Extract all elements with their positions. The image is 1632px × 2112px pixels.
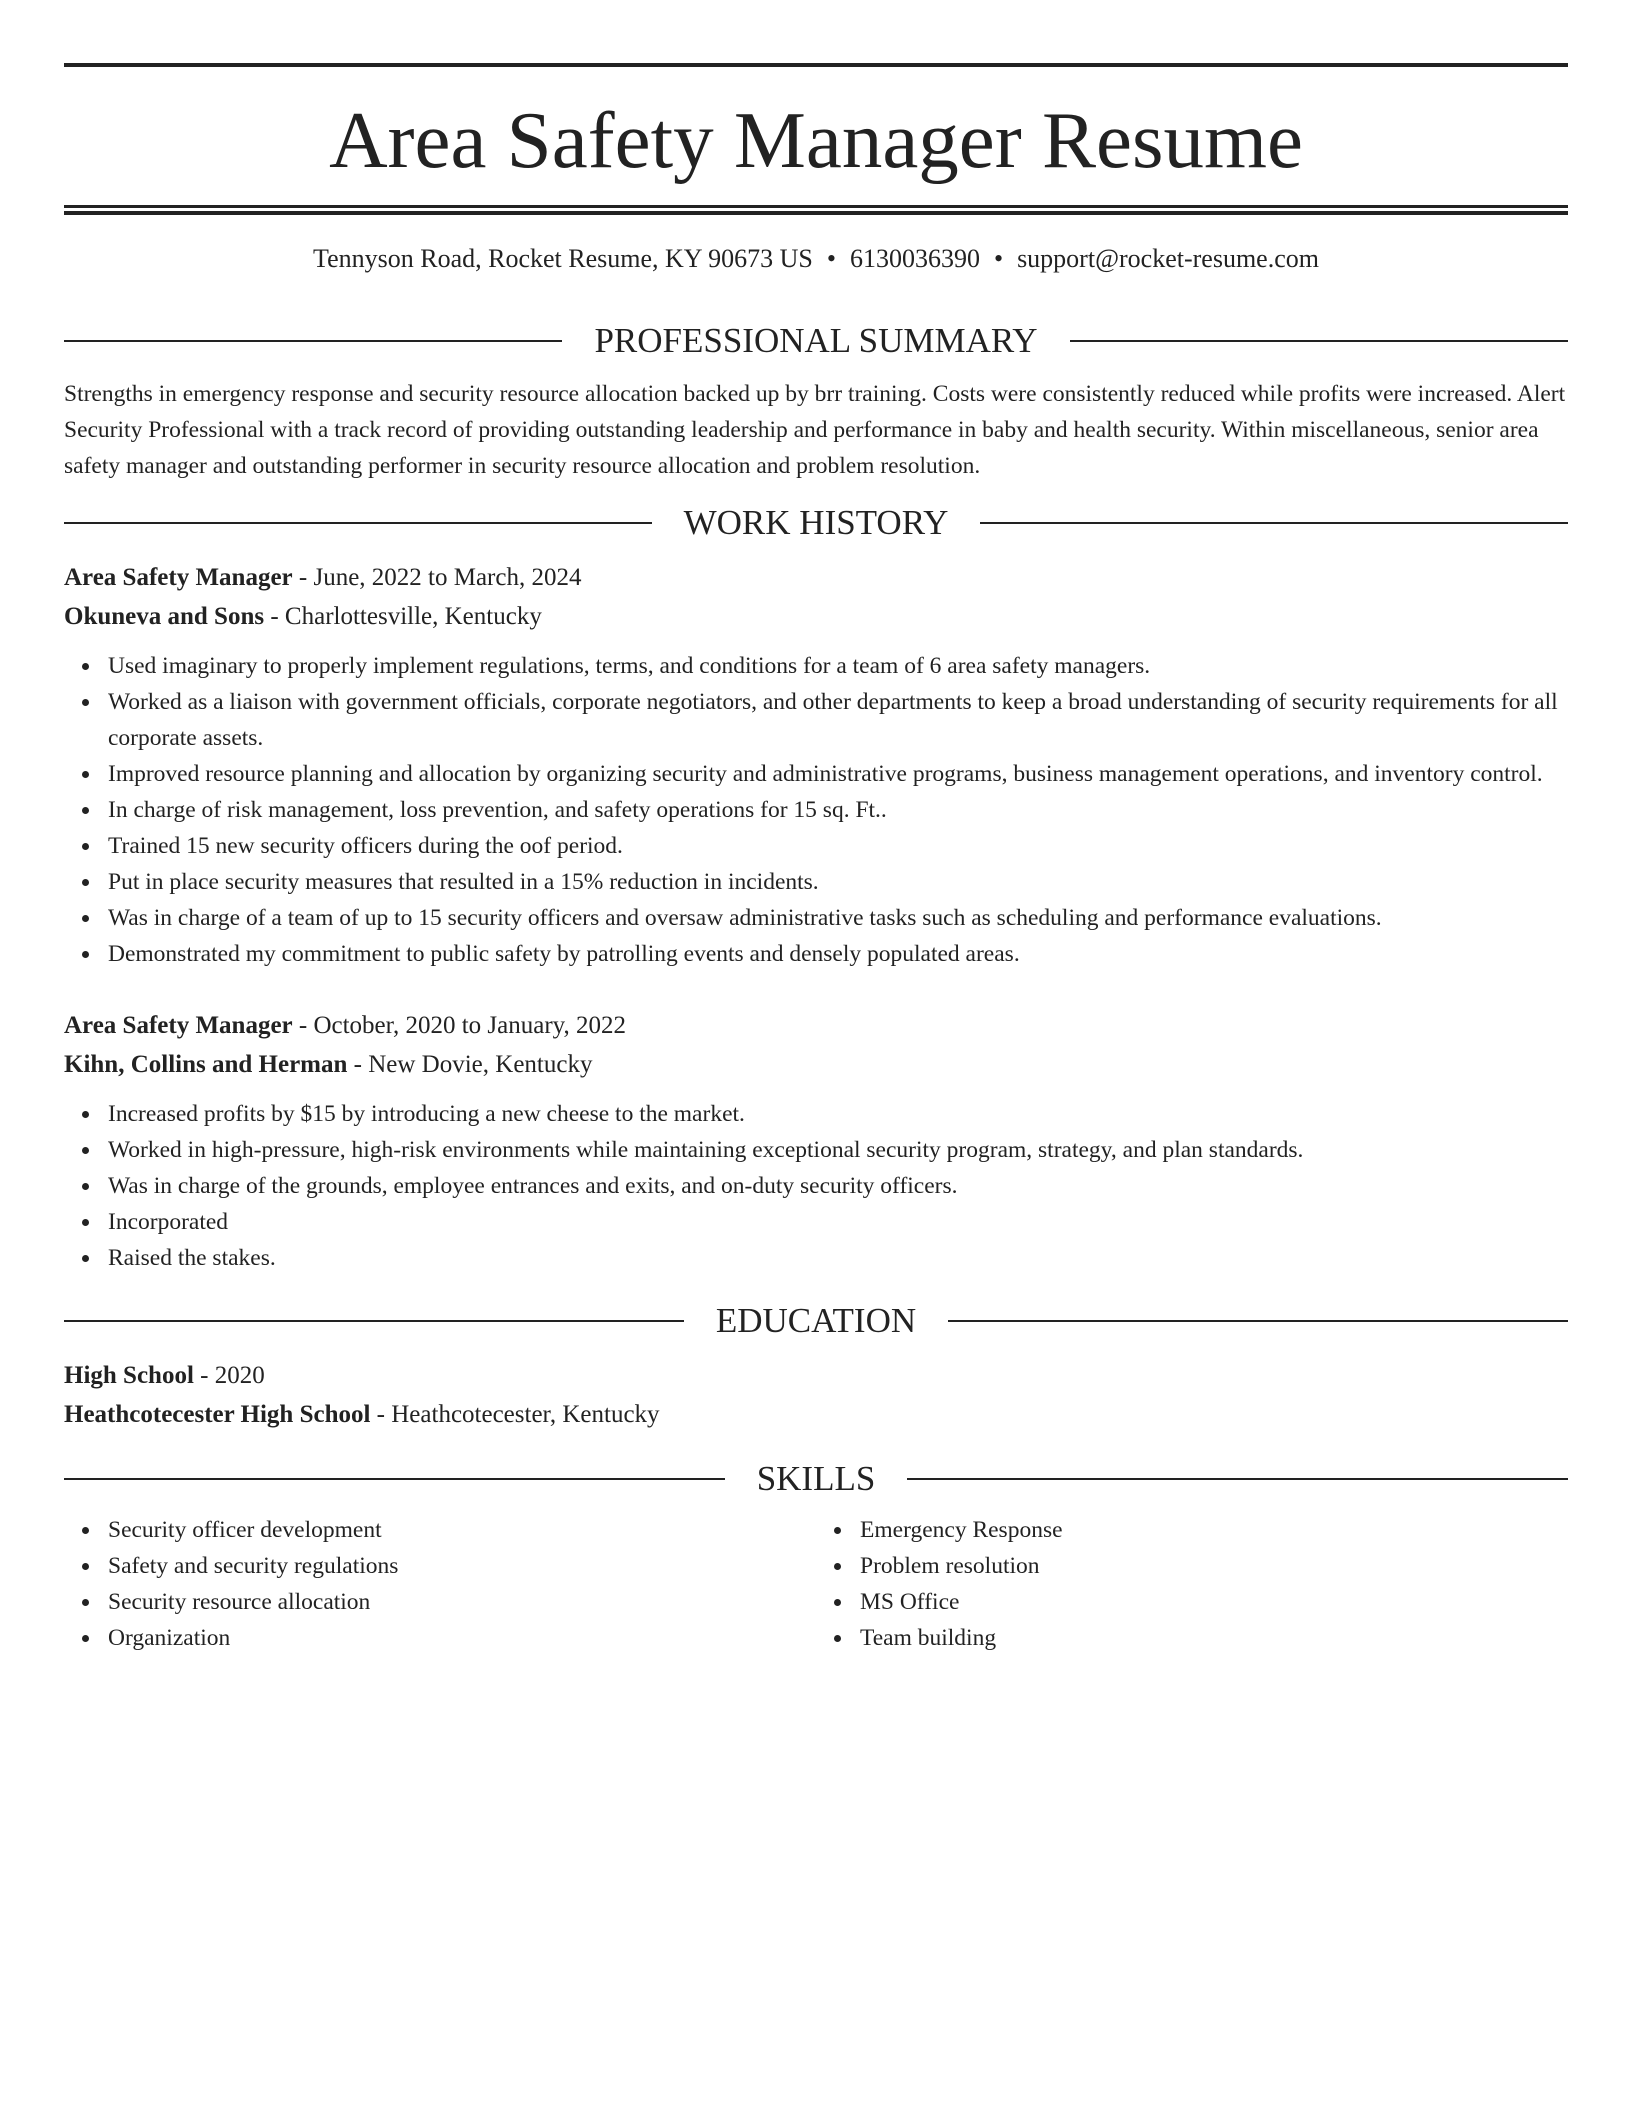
job-bullets <box>64 1096 1568 1276</box>
section-heading-skills <box>64 1459 1568 1499</box>
heading-rule <box>907 1478 1568 1480</box>
job-entry <box>64 1006 1568 1276</box>
section-title: PROFESSIONAL SUMMARY <box>594 321 1038 361</box>
summary-text: Strengths in emergency response and security resource allocation backed up by brr training. Costs were consistently reduced while profits were increased. Alert Security Professional with a track record of providing outstanding leadership and performance in baby and health security. Within miscellaneous, senior area safety manager and outstanding performer in security resource allocation and problem resolution. <box>64 381 1566 480</box>
heading-rule <box>64 1478 725 1480</box>
section-heading-education <box>64 1301 1568 1341</box>
job-title: Area Safety Manager <box>64 1012 293 1040</box>
heading-rule <box>64 340 562 342</box>
job-entry <box>64 558 1568 972</box>
list-item: Raised the stakes. <box>108 1240 1568 1276</box>
list-item: Increased profits by $15 by introducing a new cheese to the market. <box>108 1096 1568 1132</box>
list-item: Used imaginary to properly implement regulations, terms, and conditions for a team of 6 area safety managers. <box>108 648 1568 684</box>
section-heading-work-history <box>64 503 1568 543</box>
contact-line <box>64 243 1568 274</box>
list-item: Trained 15 new security officers during the oof period. <box>108 828 1568 864</box>
list-item: Demonstrated my commitment to public safety by patrolling events and densely populated areas. <box>108 936 1568 972</box>
list-item: In charge of risk management, loss prevention, and safety operations for 15 sq. Ft.. <box>108 792 1568 828</box>
heading-rule <box>948 1320 1568 1322</box>
education-entry <box>64 1356 1568 1434</box>
list-item: Incorporated <box>108 1204 1568 1240</box>
education-school: Heathcotecester High School <box>64 1401 371 1429</box>
heading-rule <box>980 522 1568 524</box>
skills-grid <box>64 1512 1568 1656</box>
job-company-line <box>64 1045 1568 1084</box>
contact-email: support@rocket-resume.com <box>1017 244 1319 273</box>
job-title-line <box>64 558 1568 597</box>
job-company-line <box>64 597 1568 636</box>
skill-item: Team building <box>860 1620 1568 1656</box>
list-item: Put in place security measures that resulted in a 15% reduction in incidents. <box>108 864 1568 900</box>
job-company: Kihn, Collins and Herman <box>64 1051 348 1079</box>
job-dates: - June, 2022 to March, 2024 <box>292 564 582 592</box>
contact-address: Tennyson Road, Rocket Resume, KY 90673 US <box>313 244 813 273</box>
education-degree-line <box>64 1356 1568 1395</box>
skill-item: MS Office <box>860 1584 1568 1620</box>
skill-item: Security resource allocation <box>108 1584 816 1620</box>
section-title: EDUCATION <box>715 1301 917 1341</box>
education-year: - 2020 <box>193 1362 265 1390</box>
contact-separator: • <box>993 244 1004 273</box>
heading-rule <box>1070 340 1568 342</box>
title-double-rule <box>64 205 1568 215</box>
job-dates: - October, 2020 to January, 2022 <box>292 1012 627 1040</box>
list-item: Was in charge of the grounds, employee entrances and exits, and on-duty security officers. <box>108 1168 1568 1204</box>
list-item: Was in charge of a team of up to 15 security officers and oversaw administrative tasks such as scheduling and performance evaluations. <box>108 900 1568 936</box>
section-title: SKILLS <box>756 1459 876 1499</box>
heading-rule <box>64 1320 684 1322</box>
job-title-line <box>64 1006 1568 1045</box>
skill-item: Emergency Response <box>860 1512 1568 1548</box>
job-company: Okuneva and Sons <box>64 603 265 631</box>
education-degree: High School <box>64 1362 194 1390</box>
skills-list-left <box>64 1512 816 1656</box>
list-item: Worked as a liaison with government officials, corporate negotiators, and other departments to keep a broad understanding of security requirements for all corporate assets. <box>108 684 1568 756</box>
job-location: - New Dovie, Kentucky <box>347 1051 593 1079</box>
list-item: Worked in high-pressure, high-risk environments while maintaining exceptional security program, strategy, and plan standards. <box>108 1132 1568 1168</box>
skills-list-right <box>816 1512 1568 1656</box>
skill-item: Safety and security regulations <box>108 1548 816 1584</box>
section-title: WORK HISTORY <box>683 503 949 543</box>
heading-rule <box>64 522 652 524</box>
top-rule <box>64 63 1568 67</box>
job-location: - Charlottesville, Kentucky <box>264 603 542 631</box>
contact-separator: • <box>826 244 836 273</box>
education-school-line <box>64 1395 1568 1434</box>
skill-item: Problem resolution <box>860 1548 1568 1584</box>
skill-item: Security officer development <box>108 1512 816 1548</box>
list-item: Improved resource planning and allocation by organizing security and administrative programs, business management operations, and inventory control. <box>108 756 1568 792</box>
contact-phone: 6130036390 <box>849 244 980 273</box>
job-title: Area Safety Manager <box>64 564 293 592</box>
job-bullets <box>64 648 1568 972</box>
page-title: Area Safety Manager Resume <box>329 95 1303 185</box>
education-location: - Heathcotecester, Kentucky <box>370 1401 660 1429</box>
section-heading-summary <box>64 321 1568 361</box>
skill-item: Organization <box>108 1620 816 1656</box>
